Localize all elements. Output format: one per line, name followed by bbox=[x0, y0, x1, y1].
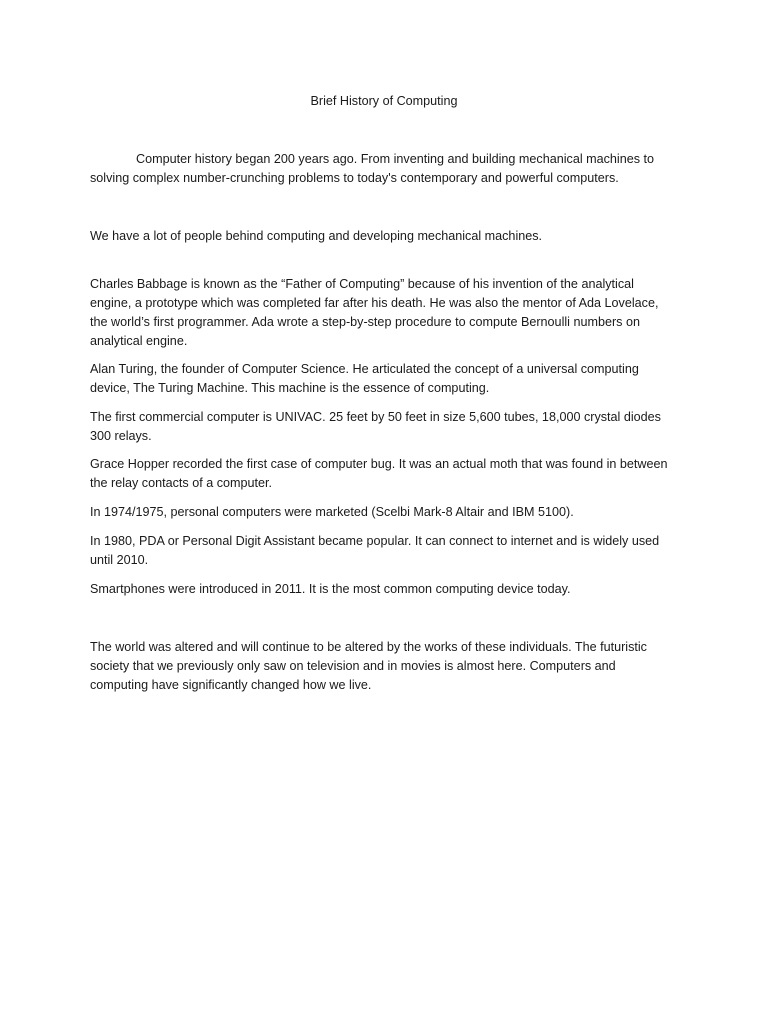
paragraph-conclusion bbox=[90, 638, 690, 695]
paragraph-line: Grace Hopper recorded the first case of computer bug. It was an actual moth that was found in between bbox=[90, 457, 668, 471]
paragraph-line: device, The Turing Machine. This machine is the essence of computing. bbox=[90, 381, 490, 395]
paragraph-personal-computers bbox=[90, 503, 690, 522]
paragraph-babbage bbox=[90, 275, 690, 351]
paragraph-line: The world was altered and will continue to be altered by the works of these individuals. The futuristic bbox=[90, 640, 647, 654]
paragraph-line: the relay contacts of a computer. bbox=[90, 476, 273, 490]
paragraph-line: In 1974/1975, personal computers were marketed (Scelbi Mark-8 Altair and IBM 5100). bbox=[90, 505, 574, 519]
paragraph-turing bbox=[90, 360, 690, 398]
paragraph-line: engine, a prototype which was completed far after his death. He was also the mentor of Ada Lovelace, bbox=[90, 296, 659, 310]
paragraph-line: The first commercial computer is UNIVAC. 25 feet by 50 feet in size 5,600 tubes, 18,000 crystal diodes bbox=[90, 410, 661, 424]
paragraph-line: Computer history began 200 years ago. From inventing and building mechanical machines to bbox=[136, 152, 655, 166]
paragraph-intro bbox=[90, 150, 690, 188]
paragraph-line: In 1980, PDA or Personal Digit Assistant became popular. It can connect to internet and is widely used bbox=[90, 534, 660, 548]
paragraph-line: Charles Babbage is known as the “Father of Computing” because of his invention of the analytical bbox=[90, 277, 634, 291]
paragraph-line: solving complex number-crunching problems to today's contemporary and powerful computers. bbox=[90, 171, 619, 185]
paragraph-line: computing have significantly changed how we live. bbox=[90, 678, 372, 692]
paragraph-people bbox=[90, 227, 690, 246]
paragraph-line: analytical engine. bbox=[90, 334, 188, 348]
paragraph-line: 300 relays. bbox=[90, 429, 152, 443]
paragraph-line: until 2010. bbox=[90, 553, 149, 567]
paragraph-univac bbox=[90, 408, 690, 446]
paragraph-line: We have a lot of people behind computing and developing mechanical machines. bbox=[90, 229, 543, 243]
paragraph-line: society that we previously only saw on television and in movies is almost here. Computers and bbox=[90, 659, 616, 673]
paragraph-line: Smartphones were introduced in 2011. It is the most common computing device today. bbox=[90, 582, 571, 596]
paragraph-hopper bbox=[90, 455, 690, 493]
paragraph-smartphones bbox=[90, 580, 690, 599]
paragraph-pda bbox=[90, 532, 690, 570]
paragraph-line: Alan Turing, the founder of Computer Science. He articulated the concept of a universal computing bbox=[90, 362, 639, 376]
paragraph-line: the world’s first programmer. Ada wrote a step-by-step procedure to compute Bernoulli numbers on bbox=[90, 315, 640, 329]
document-title: Brief History of Computing bbox=[310, 94, 458, 108]
